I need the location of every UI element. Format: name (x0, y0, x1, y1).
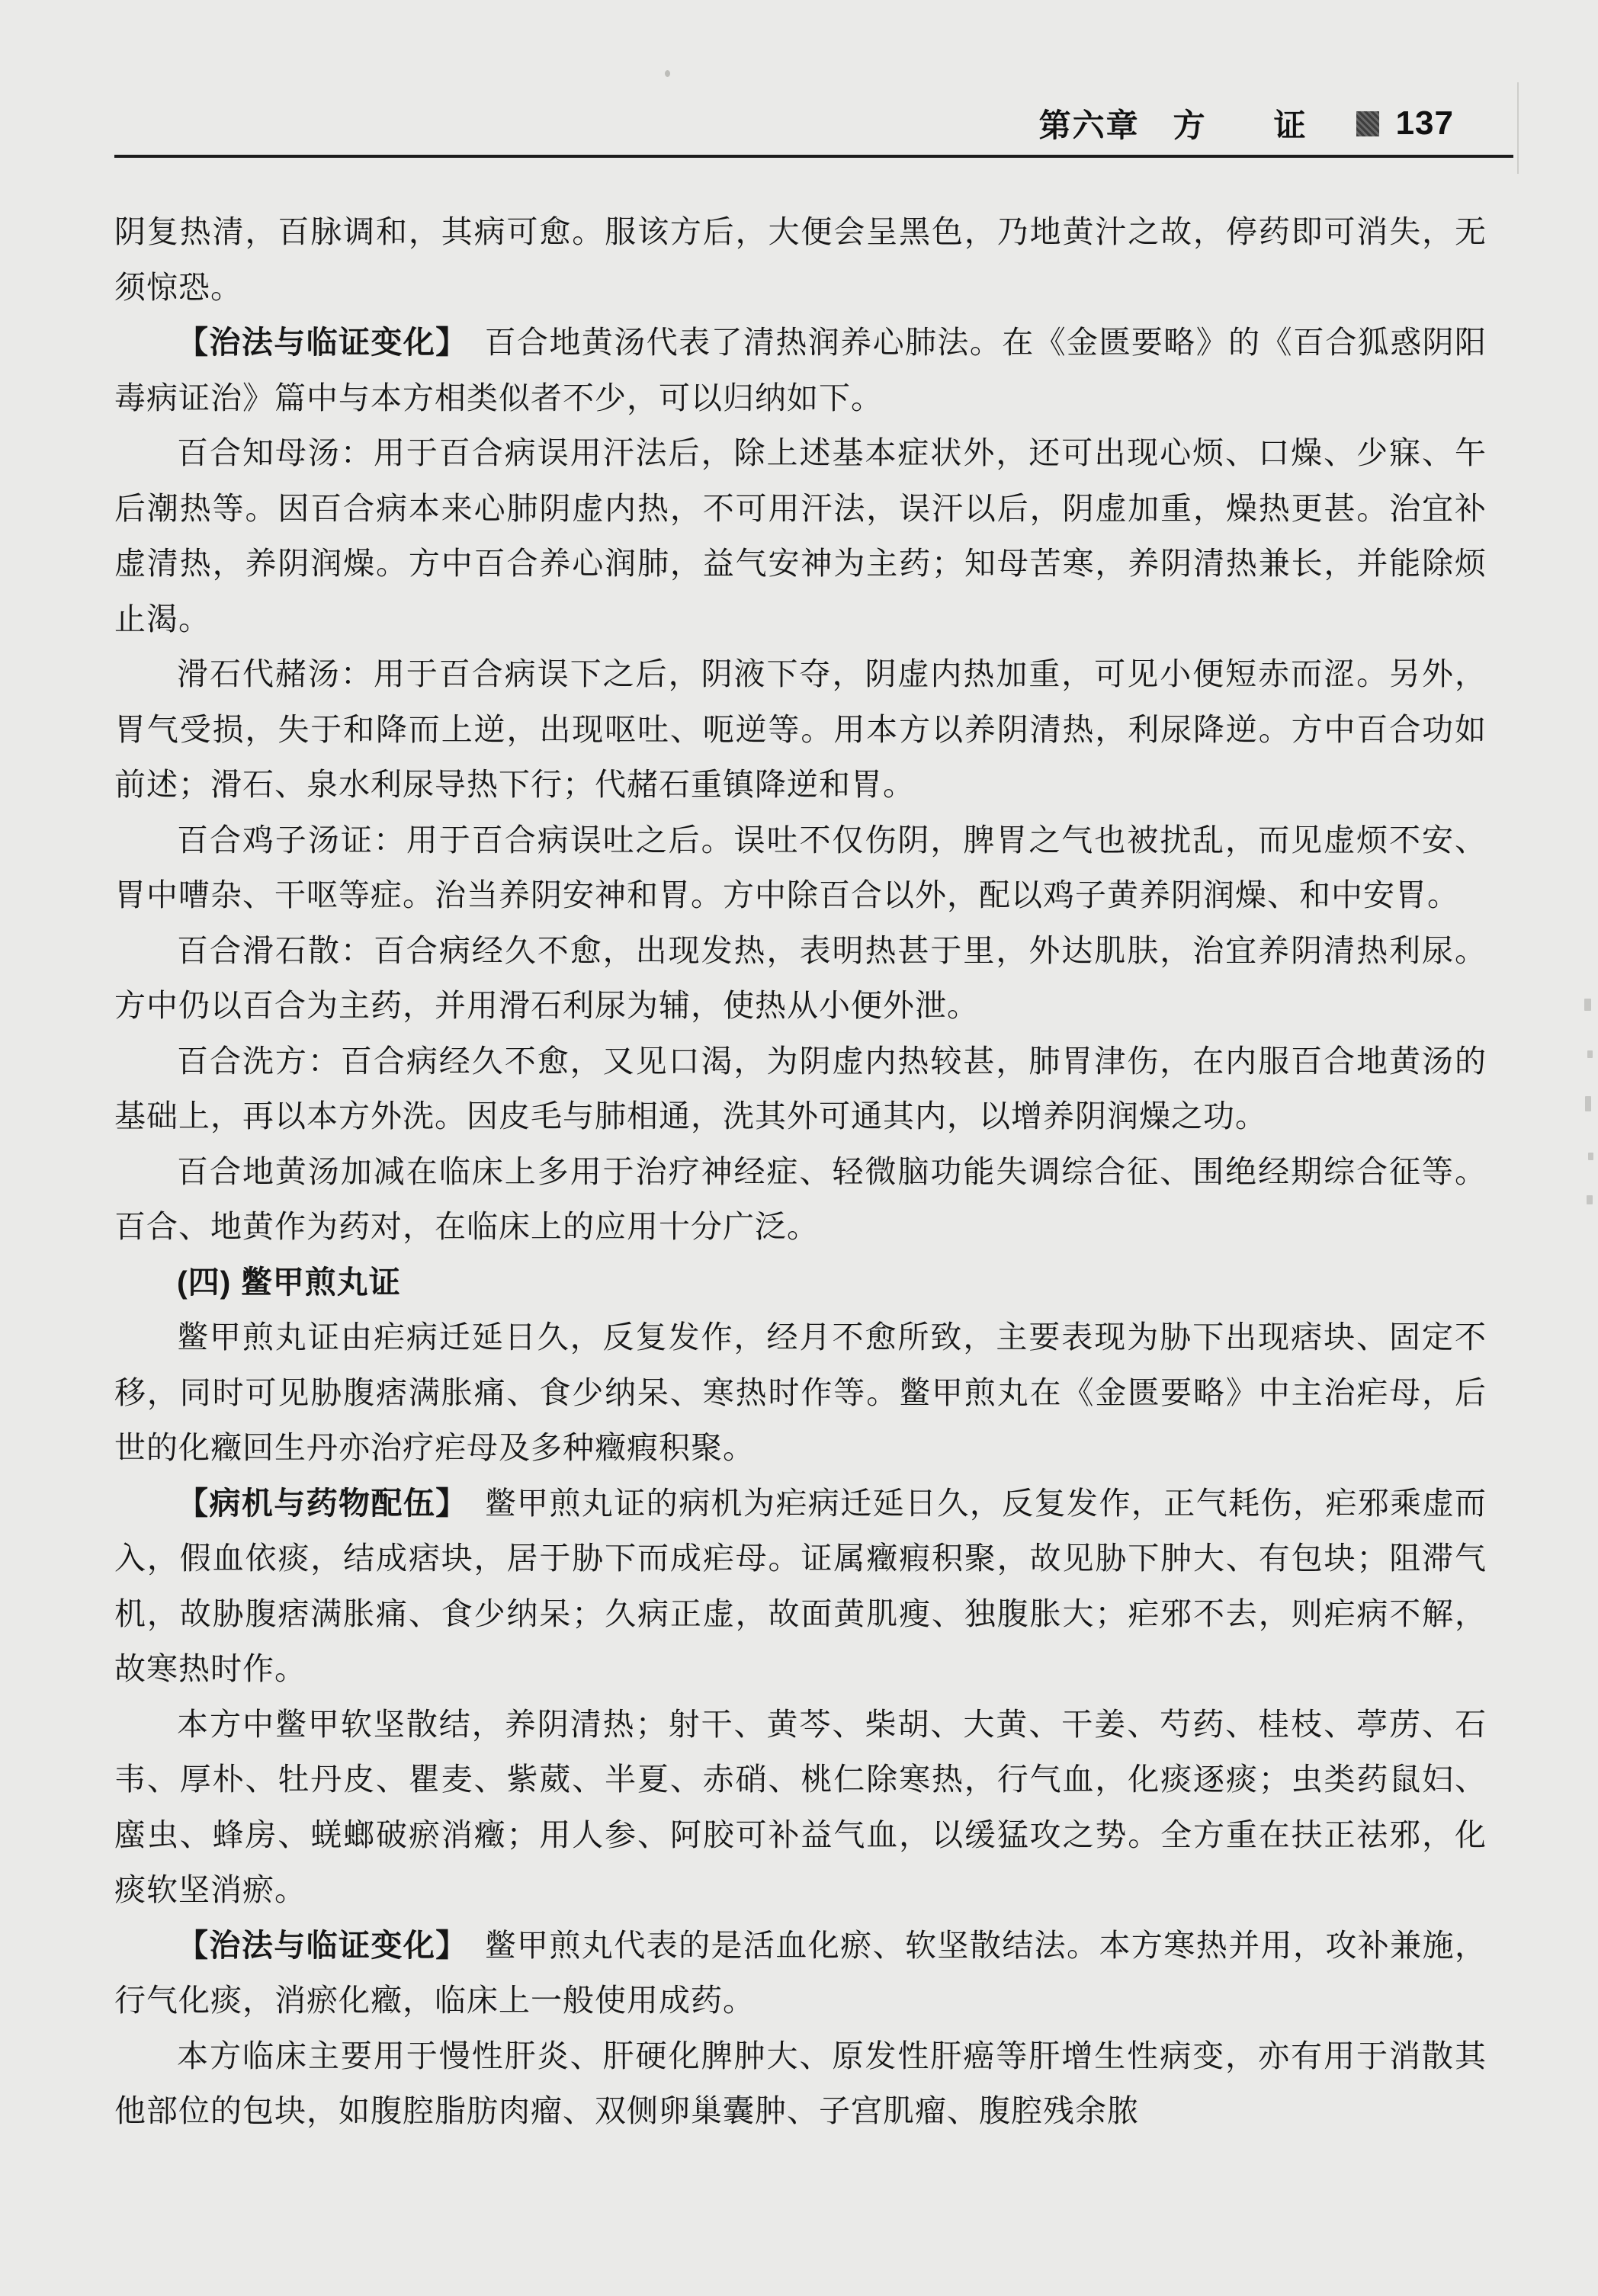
paragraph-text: 阴复热清，百脉调和，其病可愈。服该方后，大便会呈黑色，乃地黄汁之故，停药即可消失，无须惊恐。 (114, 214, 1487, 305)
body-paragraph (114, 1310, 1487, 1476)
bold-label: 【病机与药物配伍】 (177, 1485, 453, 1521)
paragraph-text: 本方临床主要用于慢性肝炎、肝硬化脾肿大、原发性肝癌等肝增生性病变，亦有用于消散其他部位的包块，如腹腔脂肪肉瘤、双侧卵巢囊肿、子宫肌瘤、腹腔残余脓 (114, 2038, 1487, 2128)
paragraph-text: 滑石代赭汤：用于百合病误下之后，阴液下夺，阴虚内热加重，可见小便短赤而涩。另外，胃气受损，失于和降而上逆，出现呕吐、呃逆等。用本方以养阴清热，利尿降逆。方中百合功如前述；滑石、泉水利尿导热下行；代赭石重镇降逆和胃。 (114, 656, 1487, 802)
running-header (114, 101, 1513, 146)
body-paragraph (114, 1918, 1487, 2028)
bold-label: 【治法与临证变化】 (177, 1927, 453, 1963)
chapter-title: 第六章 方 证 (1038, 107, 1308, 143)
paragraph-text: 百合鸡子汤证：用于百合病误吐之后。误吐不仅伤阴，脾胃之气也被扰乱，而见虚烦不安、胃中嘈杂、干呕等症。治当养阴安神和胃。方中除百合以外，配以鸡子黄养阴润燥、和中安胃。 (114, 822, 1487, 912)
paragraph-text: 百合滑石散：百合病经久不愈，出现发热，表明热甚于里，外达肌肤，治宜养阴清热利尿。方中仍以百合为主药，并用滑石利尿为辅，使热从小便外泄。 (114, 932, 1487, 1023)
paragraph-text: 鳖甲煎丸证由疟病迁延日久，反复发作，经月不愈所致，主要表现为胁下出现痞块、固定不移，同时可见胁腹痞满胀痛、食少纳呆、寒热时作等。鳖甲煎丸在《金匮要略》中主治疟母，后世的化癥回生丹亦治疗疟母及多种癥瘕积聚。 (114, 1320, 1487, 1465)
scan-artifact (1584, 999, 1591, 1011)
scan-artifact (1588, 1153, 1593, 1160)
body-paragraph (114, 1697, 1487, 1918)
section-heading (114, 1255, 1487, 1310)
body-paragraph (114, 1144, 1487, 1255)
paragraph-text: 百合洗方：百合病经久不愈，又见口渴，为阴虚内热较甚，肺胃津伤，在内服百合地黄汤的基础上，再以本方外洗。因皮毛与肺相通，洗其外可通其内，以增养阴润燥之功。 (114, 1043, 1487, 1134)
header-rule (114, 155, 1513, 158)
body-paragraph (114, 425, 1487, 646)
paragraph-text: 百合知母汤：用于百合病误用汗法后，除上述基本症状外，还可出现心烦、口燥、少寐、午后潮热等。因百合病本来心肺阴虚内热，不可用汗法，误汗以后，阴虚加重，燥热更甚。治宜补虚清热，养阴润燥。方中百合养心润肺，益气安神为主药；知母苦寒，养阴清热兼长，并能除烦止渴。 (114, 435, 1487, 637)
scan-artifact (1587, 1050, 1593, 1058)
bold-label: 【治法与临证变化】 (177, 325, 453, 360)
paragraph-text: 鳖甲煎丸证的病机为疟病迁延日久，反复发作，正气耗伤，疟邪乘虚而入，假血依痰，结成痞块，居于胁下而成疟母。证属癥瘕积聚，故见胁下肿大、有包块；阻滞气机，故胁腹痞满胀痛、食少纳呆；久病正虚，故面黄肌瘦、独腹胀大；疟邪不去，则疟病不解，故寒热时作。 (114, 1485, 1487, 1686)
page-body-text (114, 204, 1487, 2139)
scan-speck (665, 70, 670, 77)
paragraph-text: 本方中鳖甲软坚散结，养阴清热；射干、黄芩、柴胡、大黄、干姜、芍药、桂枝、葶苈、石韦、厚朴、牡丹皮、瞿麦、紫葳、半夏、赤硝、桃仁除寒热，行气血，化痰逐痰；虫类药鼠妇、䗪虫、蜂房、蜣螂破瘀消癥；用人参、阿胶可补益气血，以缓猛攻之势。全方重在扶正祛邪，化痰软坚消瘀。 (114, 1706, 1487, 1907)
body-paragraph (114, 813, 1487, 923)
paragraph-text: 鳖甲煎丸代表的是活血化瘀、软坚散结法。本方寒热并用，攻补兼施，行气化痰，消瘀化癥，临床上一般使用成药。 (114, 1927, 1487, 2018)
page-number: 137 (1395, 104, 1454, 142)
scan-artifact (1587, 1195, 1593, 1204)
paragraph-text: 百合地黄汤代表了清热润养心肺法。在《金匮要略》的《百合狐惑阴阳毒病证治》篇中与本方相类似者不少，可以归纳如下。 (114, 325, 1487, 415)
body-paragraph (114, 204, 1487, 315)
body-paragraph (114, 1034, 1487, 1144)
scan-edge-line (1517, 82, 1519, 174)
scan-artifact (1585, 1096, 1591, 1111)
body-paragraph (114, 2028, 1487, 2139)
body-paragraph (114, 1476, 1487, 1697)
body-paragraph (114, 923, 1487, 1034)
page-marker-square-icon (1356, 111, 1379, 136)
paragraph-text: 百合地黄汤加减在临床上多用于治疗神经症、轻微脑功能失调综合征、围绝经期综合征等。百合、地黄作为药对，在临床上的应用十分广泛。 (114, 1153, 1487, 1244)
body-paragraph (114, 315, 1487, 425)
body-paragraph (114, 646, 1487, 813)
bold-label: (四) 鳖甲煎丸证 (177, 1264, 401, 1300)
